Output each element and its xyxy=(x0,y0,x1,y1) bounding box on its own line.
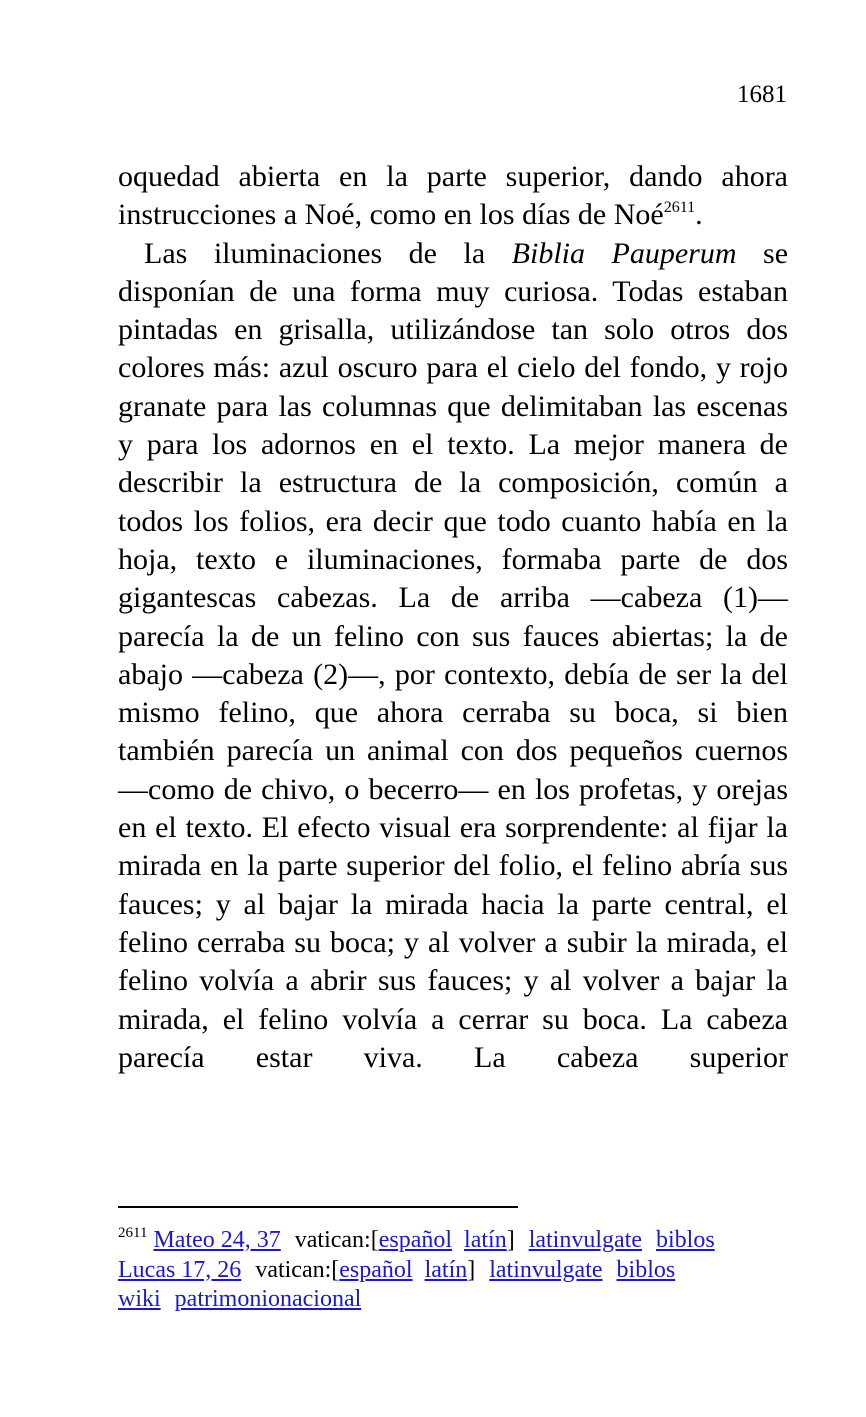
footnote-line-1 xyxy=(118,1226,818,1256)
vatican-label: vatican:[ xyxy=(255,1256,340,1283)
vatican-close: ] xyxy=(467,1256,476,1283)
paragraph-2-start: Las iluminaciones de la xyxy=(144,236,512,270)
link-espanol-lucas[interactable]: español xyxy=(339,1256,413,1283)
link-mateo[interactable]: Mateo 24, 37 xyxy=(153,1227,281,1253)
footnote-divider xyxy=(118,1206,518,1208)
link-latinvulgate-mateo[interactable]: latinvulgate xyxy=(528,1227,642,1253)
link-latinvulgate-lucas[interactable]: latinvulgate xyxy=(489,1256,603,1283)
link-espanol-mateo[interactable]: español xyxy=(378,1227,453,1253)
link-lucas[interactable]: Lucas 17, 26 xyxy=(118,1256,242,1283)
footnote-line-2 xyxy=(118,1256,818,1286)
vatican-close: ] xyxy=(506,1227,515,1253)
link-biblos-mateo[interactable]: biblos xyxy=(655,1227,715,1253)
paragraph-2 xyxy=(118,235,788,1078)
footnote-reference[interactable]: 2611 xyxy=(663,199,696,217)
vatican-label: vatican:[ xyxy=(294,1227,379,1253)
paragraph-1 xyxy=(118,158,788,235)
link-patrimonionacional[interactable]: patrimonionacional xyxy=(174,1286,362,1312)
link-latin-mateo[interactable]: latín xyxy=(464,1227,507,1253)
footnote-line-3 xyxy=(118,1285,818,1315)
paragraph-2-rest: se disponían de una forma muy curiosa. Todas estaban pintadas en grisalla, utilizándose tan solo otros dos colores más: azul oscuro para el cielo del fondo, y rojo granate para las columnas que delimitaban las escenas y para los adornos en el texto. La mejor manera de describir la estructura de la composición, común a todos los folios, era decir que todo cuanto había en la hoja, texto e iluminaciones, formaba parte de dos gigantescas cabezas. La de arriba —cabeza (1)— parecía la de un felino con sus fauces abiertas; la de abajo —cabeza (2)—, por contexto, debía de ser la del mismo felino, que ahora cerraba su boca, si bien también parecía un animal con dos pequeños cuernos —como de chivo, o becerro— en los profetas, y orejas en el texto. El efecto visual era sorprendente: al fijar la mirada en la parte superior del folio, el felino abría sus fauces; y al bajar la mirada hacia la parte central, el felino cerraba su boca; y al volver a subir la mirada, el felino volvía a abrir sus fauces; y al volver a bajar la mirada, el felino volvía a cerrar su boca. La cabeza parecía estar viva. La cabeza superior xyxy=(118,236,789,1074)
link-wiki[interactable]: wiki xyxy=(118,1286,161,1312)
footnotes xyxy=(118,1226,818,1315)
footnote-number: 2611 xyxy=(118,1225,148,1241)
paragraph-1-end: . xyxy=(695,198,703,232)
page-number: 1681 xyxy=(737,81,787,108)
italic-title: Biblia Pauperum xyxy=(511,236,737,270)
body-text xyxy=(118,158,788,1077)
paragraph-1-text: oquedad abierta en la parte superior, dando ahora instrucciones a Noé, como en los días de Noé xyxy=(118,160,788,232)
link-latin-lucas[interactable]: latín xyxy=(424,1256,468,1283)
link-biblos-lucas[interactable]: biblos xyxy=(616,1256,676,1283)
